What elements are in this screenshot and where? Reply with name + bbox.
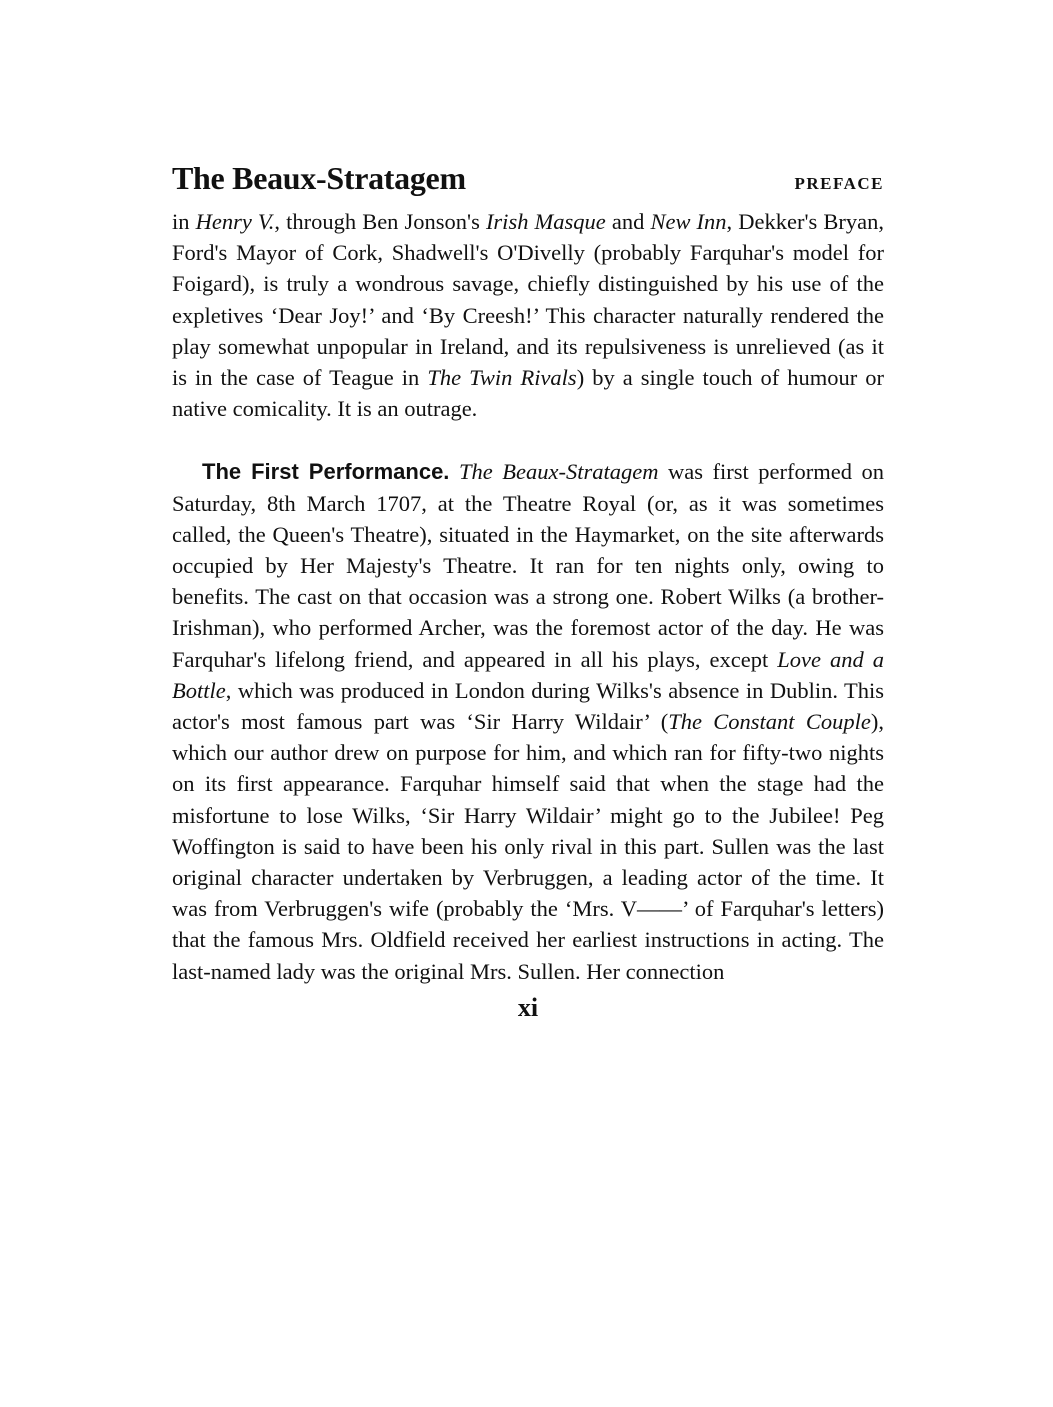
running-header <box>172 160 884 206</box>
book-page <box>172 160 884 1023</box>
paragraph-heading: The First Performance. <box>202 459 450 485</box>
text-run: , Dekker's Bryan, Ford's Mayor of Cork, Shadwell's O'Divelly (probably Farquhar's model for Foigard), is truly a wondrous savage, chiefly distinguished by his use of the expletives ‘Dear Joy!’ and ‘By Creesh!’ This character naturally rendered the play somewhat unpopular in Ireland, and its repulsiveness is unrelieved (as it is in the case of Teague in <box>172 209 884 391</box>
italic-title: Love and a Bottle <box>172 646 884 703</box>
italic-title: New Inn <box>650 209 727 234</box>
paragraph-first-performance <box>172 456 884 986</box>
text-run <box>449 459 459 484</box>
text-run: , which was produced in London during Wilks's absence in Dublin. This actor's most famous part was ‘Sir Harry Wildair’ ( <box>172 677 884 735</box>
text-run: in <box>172 209 196 234</box>
text-run: ), which our author drew on purpose for him, and which ran for fifty-two nights on its first appearance. Farquhar himself said that when the stage had the misfortune to lose Wilks, ‘Sir Harry Wildair’ might go to the Jubilee! Peg Woffington is said to have been his only rival in this part. Sullen was the last original character undertaken by Verbruggen, a leading actor of the time. It was from Verbruggen's wife (probably the ‘Mrs. V——’ of Farquhar's letters) that the famous Mrs. Oldfield received her earliest instructions in acting. The last-named lady was the original Mrs. Sullen. Her connection <box>172 709 885 984</box>
paragraph-irish-characters <box>172 206 884 424</box>
italic-title: The Twin Rivals <box>427 365 577 391</box>
text-run: , through Ben Jonson's <box>274 209 486 234</box>
page-number: xi <box>517 992 539 1022</box>
text-run: was first performed on Saturday, 8th March 1707, at the Theatre Royal (or, as it was sometimes called, the Queen's Theatre), situated in the Haymarket, on the site afterwards occupied by Her Majesty's Theatre. It ran for ten nights only, owing to benefits. The cast on that occasion was a strong one. Robert Wilks (a brother-Irishman), who performed Archer, was the foremost actor of the day. He was Farquhar's lifelong friend, and appeared in all his plays, except <box>172 459 884 672</box>
italic-title: Henry V. <box>195 209 275 234</box>
italic-title: Irish Masque <box>485 209 606 234</box>
text-run: ) by a single touch of humour or native comicality. It is an outrage. <box>172 365 884 422</box>
italic-title: The Constant Couple <box>668 709 871 735</box>
italic-title: The Beaux-Stratagem <box>458 459 659 485</box>
section-label: PREFACE <box>794 174 884 193</box>
text-run: and <box>605 209 651 234</box>
book-title: The Beaux-Stratagem <box>172 160 466 196</box>
